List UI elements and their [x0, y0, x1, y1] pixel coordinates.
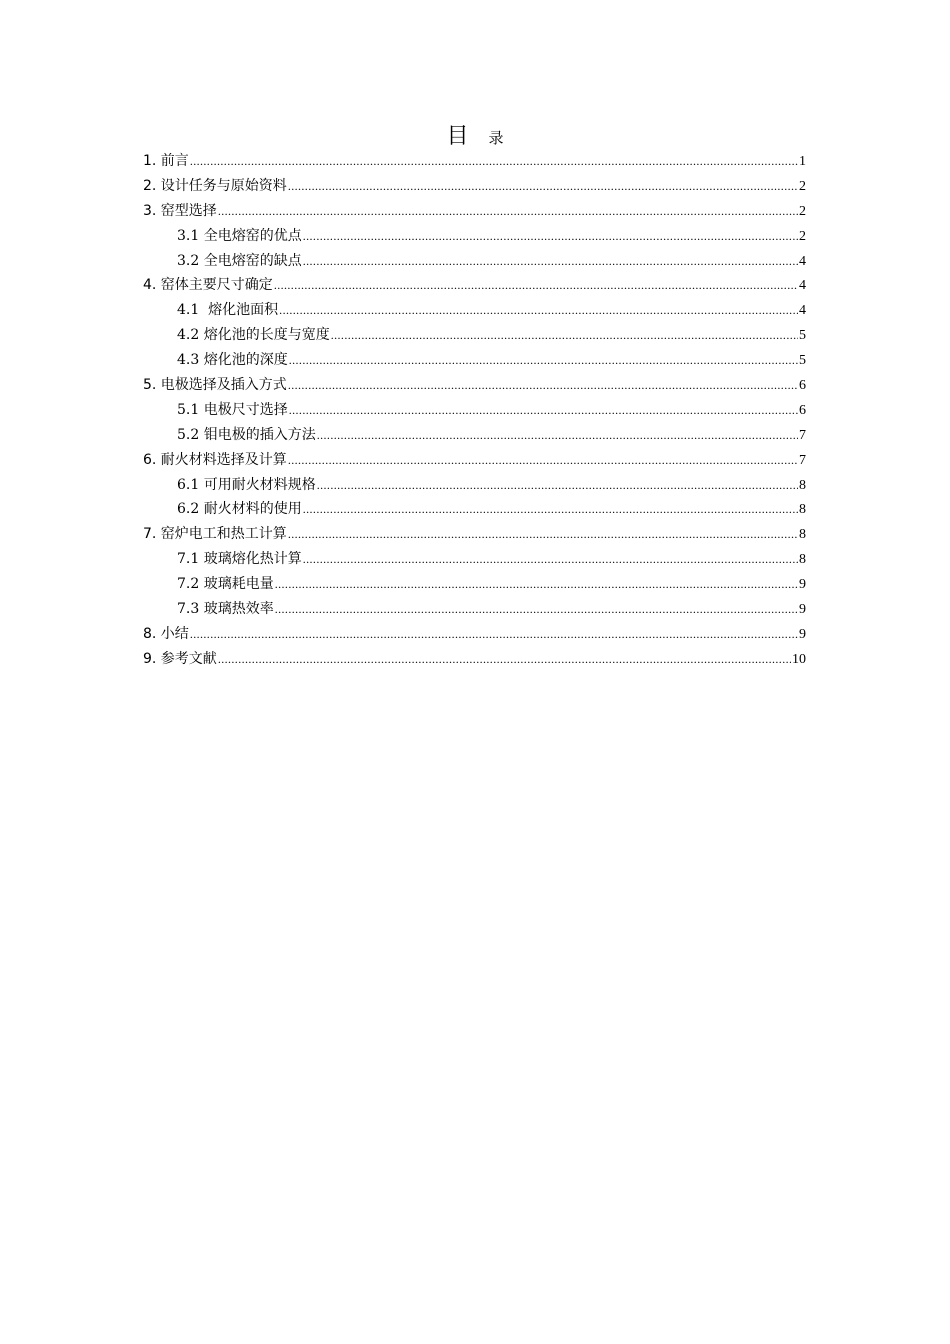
toc-dot-leader	[288, 174, 798, 199]
toc-dot-leader	[218, 647, 791, 672]
toc-dot-leader	[190, 149, 798, 174]
toc-entry-text: 2. 设计任务与原始资料	[143, 177, 287, 194]
toc-entry-text: 5.2 钼电极的插入方法	[177, 426, 316, 443]
toc-entry-text: 9. 参考文献	[143, 650, 217, 667]
toc-entry-text: 3.2 全电熔窑的缺点	[177, 252, 302, 269]
toc-entry-text: 7. 窑炉电工和热工计算	[143, 526, 287, 543]
toc-entry-9[interactable]	[143, 647, 806, 672]
toc-entry-text: 6. 耐火材料选择及计算	[143, 451, 287, 468]
toc-page-number: 9	[799, 602, 806, 618]
toc-entry-7-1[interactable]	[143, 547, 806, 572]
toc-entry-text: 7.3 玻璃热效率	[177, 601, 274, 618]
toc-page-number: 9	[799, 626, 806, 642]
toc-entry-4[interactable]	[143, 273, 806, 298]
toc-entry-text: 5.1 电极尺寸选择	[177, 401, 288, 418]
toc-page-number: 5	[799, 328, 806, 344]
toc-entry-4-3[interactable]	[143, 348, 806, 373]
toc-page-number: 8	[799, 502, 806, 518]
toc-entry-text: 6.2 耐火材料的使用	[177, 501, 302, 518]
toc-entry-6[interactable]	[143, 448, 806, 473]
table-of-contents	[143, 149, 806, 672]
toc-page-number: 4	[799, 253, 806, 269]
toc-entry-3-2[interactable]	[143, 249, 806, 274]
toc-dot-leader	[331, 323, 798, 348]
toc-dot-leader	[275, 597, 798, 622]
toc-entry-text: 7.1 玻璃熔化热计算	[177, 551, 302, 568]
toc-dot-leader	[275, 572, 798, 597]
toc-page-number: 2	[799, 228, 806, 244]
toc-page-number: 8	[799, 527, 806, 543]
toc-dot-leader	[317, 423, 798, 448]
toc-entry-text: 7.2 玻璃耗电量	[177, 576, 274, 593]
toc-page-number: 7	[799, 452, 806, 468]
toc-dot-leader	[288, 522, 798, 547]
toc-dot-leader	[274, 273, 798, 298]
toc-entry-7-3[interactable]	[143, 597, 806, 622]
toc-dot-leader	[288, 448, 798, 473]
toc-dot-leader	[288, 373, 798, 398]
toc-entry-5-2[interactable]	[143, 423, 806, 448]
toc-page-number: 9	[799, 577, 806, 593]
toc-entry-5[interactable]	[143, 373, 806, 398]
toc-heading-main: 目	[446, 124, 469, 149]
toc-entry-4-1[interactable]	[143, 298, 806, 323]
toc-page-number: 8	[799, 552, 806, 568]
toc-entry-text: 6.1 可用耐火材料规格	[177, 476, 316, 493]
toc-entry-3[interactable]	[143, 199, 806, 224]
toc-page-number: 6	[799, 402, 806, 418]
toc-dot-leader	[317, 473, 798, 498]
toc-entry-text: 4.1 熔化池面积	[177, 302, 279, 319]
toc-entry-4-2[interactable]	[143, 323, 806, 348]
toc-dot-leader	[289, 398, 798, 423]
toc-page-number: 2	[799, 178, 806, 194]
toc-entry-text: 5. 电极选择及插入方式	[143, 377, 287, 394]
toc-dot-leader	[218, 199, 798, 224]
toc-entry-3-1[interactable]	[143, 224, 806, 249]
toc-entry-text: 4.3 熔化池的深度	[177, 352, 288, 369]
toc-dot-leader	[303, 249, 798, 274]
toc-entry-5-1[interactable]	[143, 398, 806, 423]
toc-page-number: 5	[799, 353, 806, 369]
toc-dot-leader	[289, 348, 798, 373]
toc-entry-7[interactable]	[143, 522, 806, 547]
toc-page-number: 10	[792, 651, 806, 667]
toc-entry-text: 4.2 熔化池的长度与宽度	[177, 327, 330, 344]
toc-dot-leader	[279, 298, 798, 323]
toc-entry-8[interactable]	[143, 622, 806, 647]
toc-page-number: 2	[799, 203, 806, 219]
toc-entry-text: 1. 前言	[143, 153, 189, 169]
toc-page-number: 6	[799, 378, 806, 394]
toc-page-number: 4	[799, 303, 806, 319]
toc-page-number: 7	[799, 427, 806, 443]
toc-dot-leader	[303, 497, 798, 522]
toc-page-number: 8	[799, 477, 806, 493]
toc-dot-leader	[303, 224, 798, 249]
toc-dot-leader	[190, 622, 798, 647]
toc-entry-7-2[interactable]	[143, 572, 806, 597]
toc-dot-leader	[303, 547, 798, 572]
toc-entry-6-2[interactable]	[143, 497, 806, 522]
toc-entry-text: 3. 窑型选择	[143, 202, 217, 219]
toc-entry-text: 4. 窑体主要尺寸确定	[143, 277, 273, 294]
toc-entry-6-1[interactable]	[143, 473, 806, 498]
toc-entry-2[interactable]	[143, 174, 806, 199]
toc-entry-text: 3.1 全电熔窑的优点	[177, 227, 302, 244]
toc-page-number: 4	[799, 278, 806, 294]
toc-heading-secondary: 录	[488, 129, 504, 147]
toc-entry-1[interactable]	[143, 149, 806, 174]
toc-page-number: 1	[799, 154, 806, 169]
toc-entry-text: 8. 小结	[143, 625, 189, 642]
